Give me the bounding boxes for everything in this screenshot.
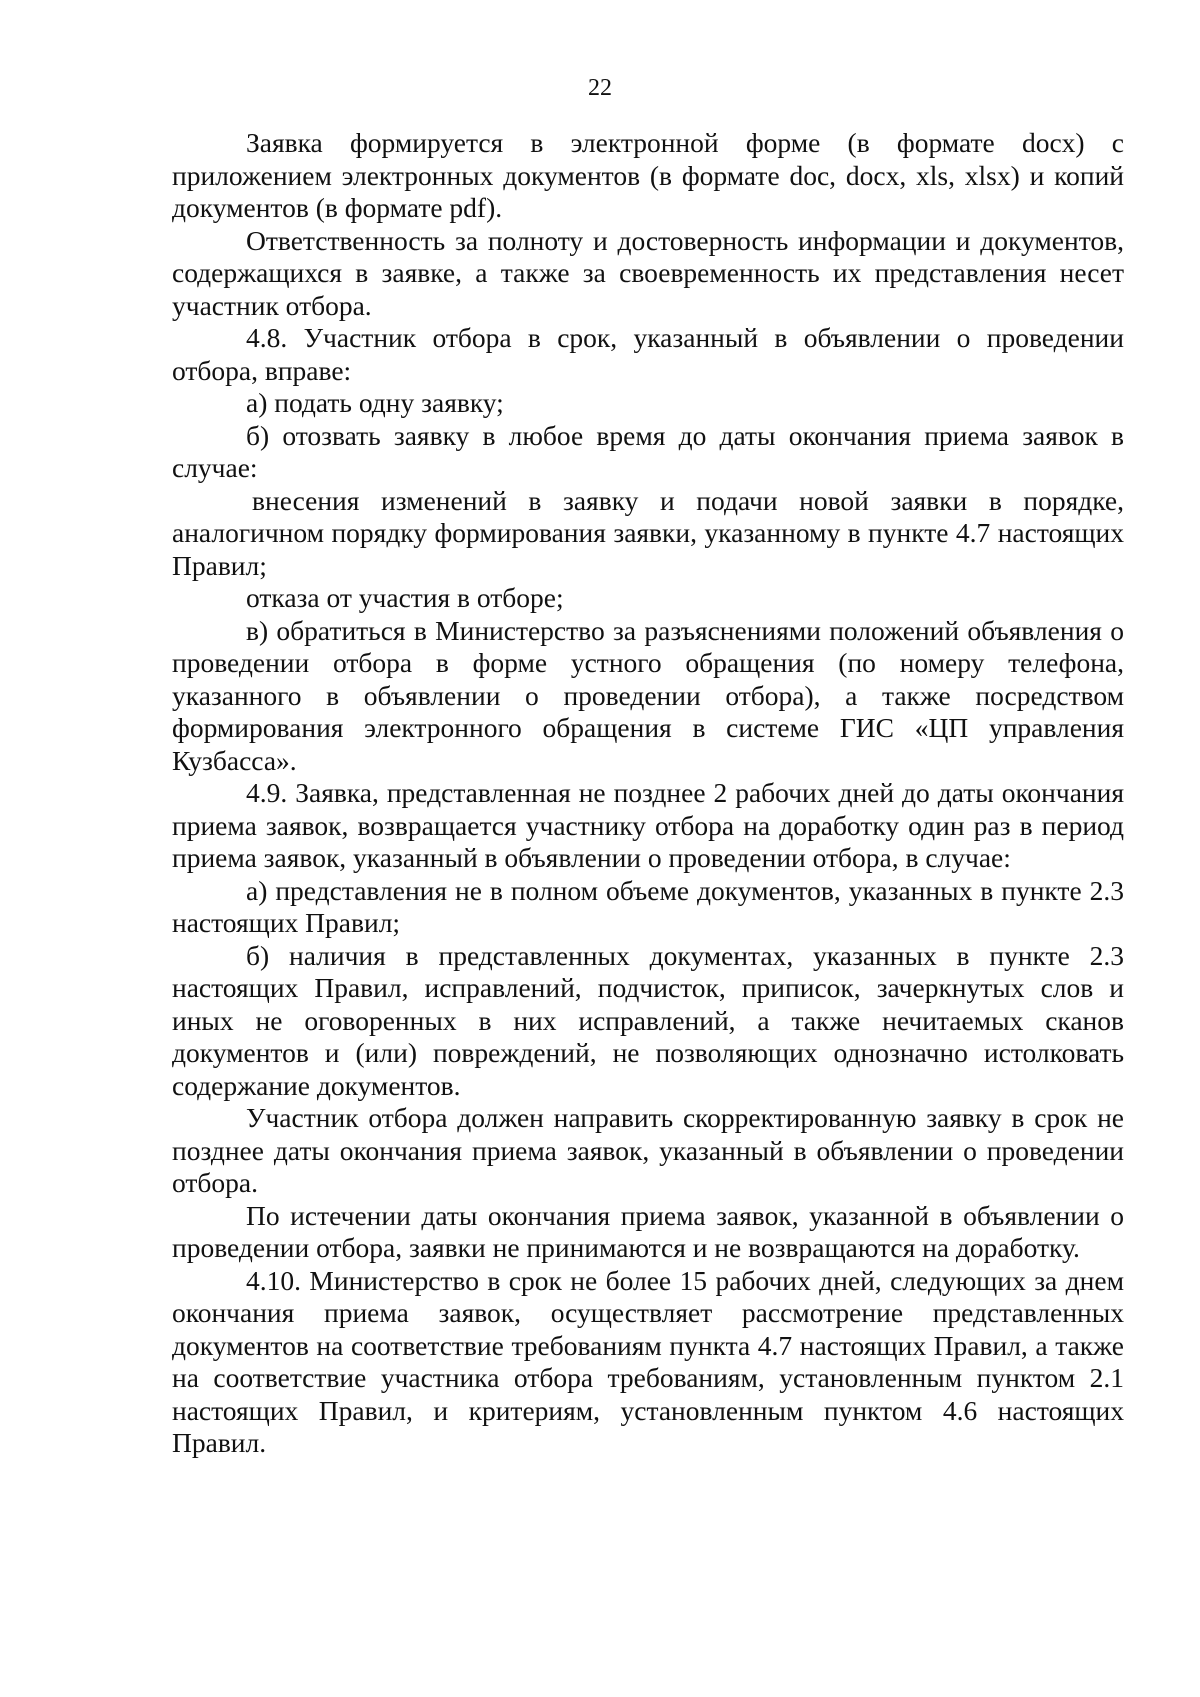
paragraph-4-9-a: а) представления не в полном объеме документов, указанных в пункте 2.3 настоящих Правил; <box>172 874 1124 938</box>
paragraph-4-8: 4.8. Участник отбора в срок, указанный в объявлении о проведении отбора, вправе: <box>172 322 1124 386</box>
paragraph-4-9-b: б) наличия в представленных документах, указанных в пункте 2.3 настоящих Правил, исправлений, подчисток, приписок, зачеркнутых слов и иных не оговоренных в них исправлений, а также нечитаемых сканов документов и (или) повреждений, не позволяющих однозначно истолковать содержание документов. <box>172 939 1124 1101</box>
paragraph-after-deadline: По истечении даты окончания приема заявок, указанной в объявлении о проведении отбора, заявки не принимаются и не возвращаются на доработку. <box>172 1199 1124 1263</box>
document-body <box>172 127 1124 1460</box>
paragraph-corrected-application: Участник отбора должен направить скорректированную заявку в срок не позднее даты окончания приема заявок, указанный в объявлении о проведении отбора. <box>172 1102 1124 1198</box>
paragraph-4-8-v: в) обратиться в Министерство за разъяснениями положений объявления о проведении отбора в форме устного обращения (по номеру телефона, указанного в объявлении о проведении отбора), а также посредством формирования электронного обращения в системе ГИС «ЦП управления Кузбасса». <box>172 614 1124 776</box>
page-number: 22 <box>588 75 612 101</box>
paragraph-4-8-a: а) подать одну заявку; <box>246 387 504 418</box>
paragraph-4-10: 4.10. Министерство в срок не более 15 рабочих дней, следующих за днем окончания приема заявок, осуществляет рассмотрение представленных документов на соответствие требованиям пункта 4.7 настоящих Правил, а также на соответствие участника отбора требованиям, установленным пунктом 2.1 настоящих Правил, и критериям, установленным пунктом 4.6 настоящих Правил. <box>172 1264 1124 1458</box>
paragraph-responsibility: Ответственность за полноту и достоверность информации и документов, содержащихся в заявке, а также за своевременность их представления несет участник отбора. <box>172 224 1124 321</box>
paragraph-4-8-b-changes: внесения изменений в заявку и подачи новой заявки в порядке, аналогичном порядку формирования заявки, указанному в пункте 4.7 настоящих Правил; <box>172 484 1124 581</box>
paragraph-4-8-b: б) отозвать заявку в любое время до даты окончания приема заявок в случае: <box>172 419 1124 483</box>
paragraph-application-format: Заявка формируется в электронной форме (в формате docx) с приложением электронных документов (в формате doc, docx, xls, xlsx) и копий документов (в формате pdf). <box>172 127 1124 223</box>
paragraph-4-9: 4.9. Заявка, представленная не позднее 2 рабочих дней до даты окончания приема заявок, возвращается участнику отбора на доработку один раз в период приема заявок, указанный в объявлении о проведении отбора, в случае: <box>172 777 1124 873</box>
paragraph-4-8-b-refusal: отказа от участия в отборе; <box>246 582 564 613</box>
